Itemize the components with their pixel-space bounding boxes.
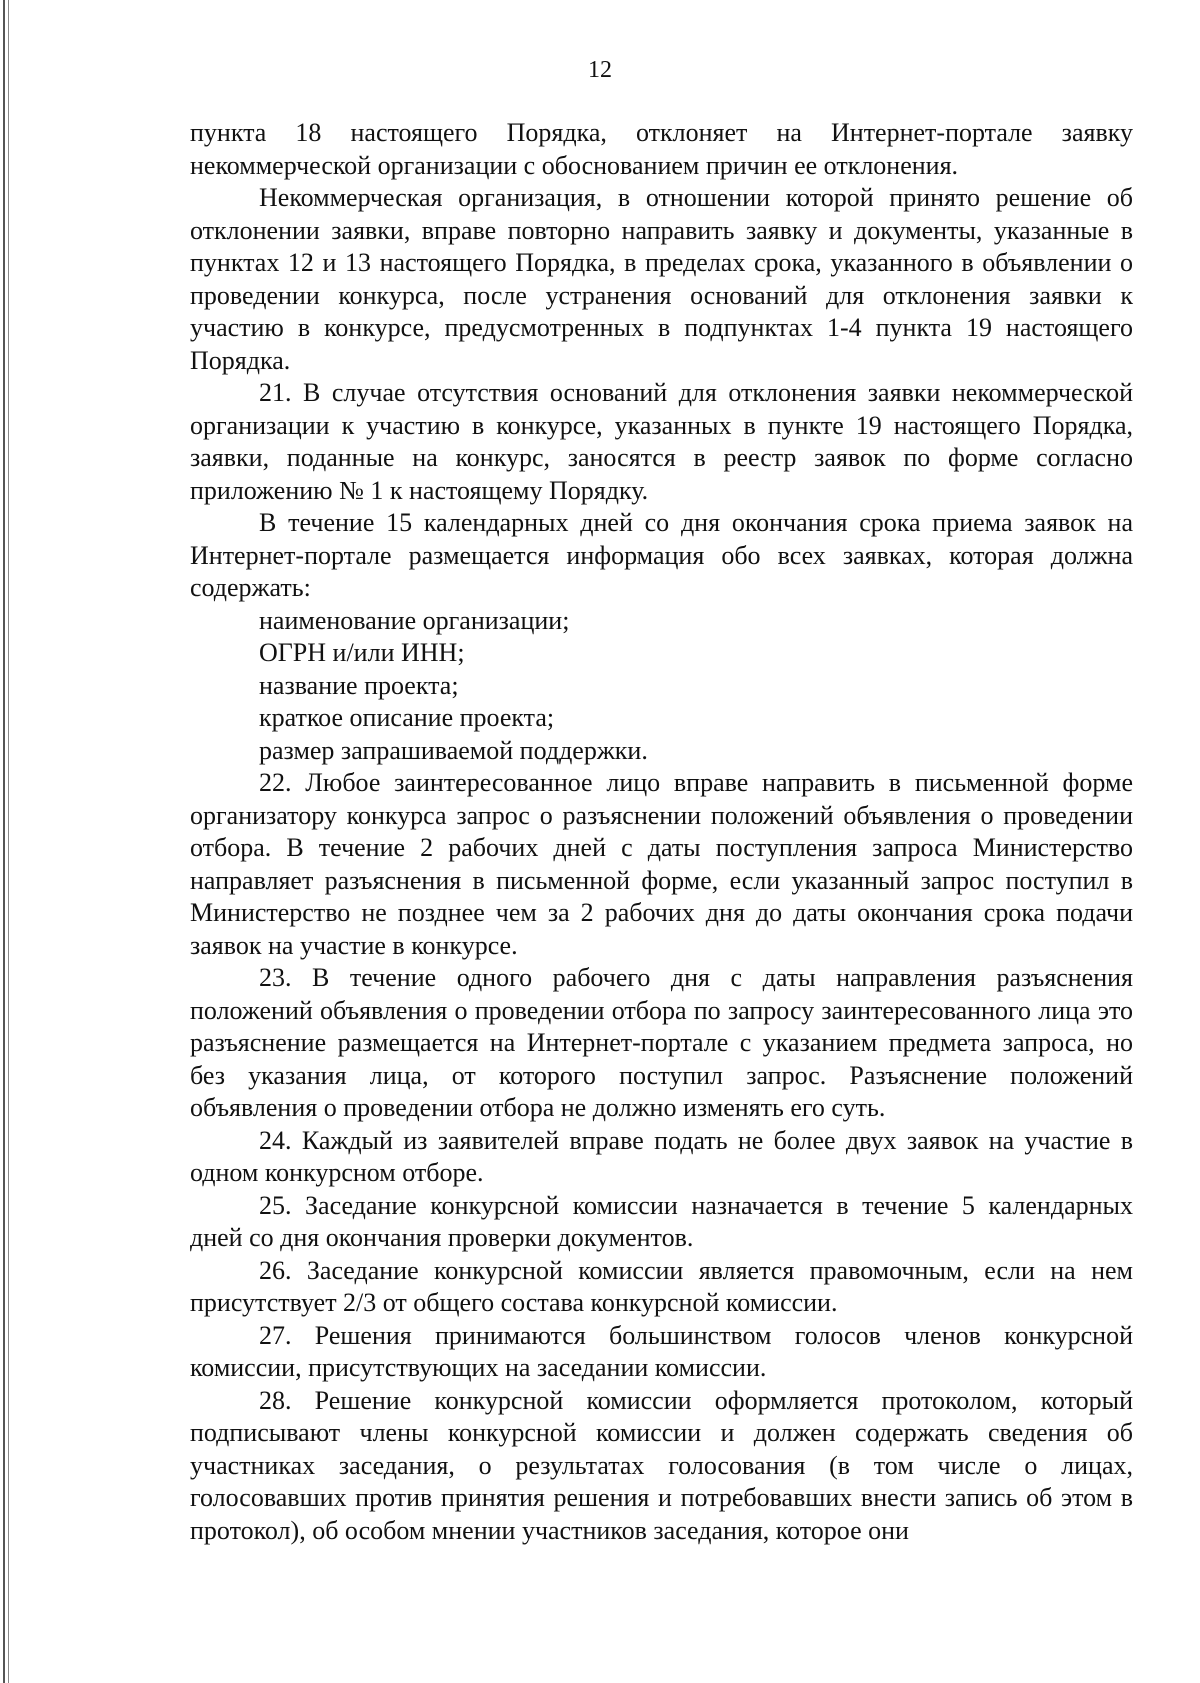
page-edge-line-inner [8, 0, 9, 1683]
paragraph-item-24: 24. Каждый из заявителей вправе подать не более двух заявок на участие в одном конкурсном отборе. [190, 1125, 1133, 1187]
page-number: 12 [588, 57, 612, 83]
paragraph-item-26: 26. Заседание конкурсной комиссии является правомочным, если на нем присутствует 2/3 от общего состава конкурсной комиссии. [190, 1255, 1133, 1317]
list-item: ОГРН и/или ИНН; [259, 638, 465, 667]
paragraph-item-28: 28. Решение конкурсной комиссии оформляется протоколом, который подписывают члены конкурсной комиссии и должен содержать сведения об участниках заседания, о результатах голосования (в том числе о лицах, голосовавших против принятия решения и потребовавших внести запись об этом в протокол), об особом мнении участников заседания, которое они [190, 1385, 1133, 1545]
page-edge-line [3, 0, 5, 1683]
list-item: размер запрашиваемой поддержки. [259, 735, 648, 765]
paragraph-item-22: 22. Любое заинтересованное лицо вправе направить в письменной форме организатору конкурса запрос о разъяснении положений объявления о проведении отбора. В течение 2 рабочих дней с даты поступления запроса Министерство направляет разъяснения в письменной форме, если указанный запрос поступил в Министерство не позднее чем за 2 рабочих дня до даты окончания срока подачи заявок на участие в конкурсе. [190, 768, 1133, 960]
paragraph-item-21: 21. В случае отсутствия оснований для отклонения заявки некоммерческой организации к участию в конкурсе, указанных в пункте 19 настоящего Порядка, заявки, поданные на конкурс, заносятся в реестр заявок по форме согласно приложению № 1 к настоящему Порядку. [190, 378, 1133, 505]
paragraph-info-publication: В течение 15 календарных дней со дня окончания срока приема заявок на Интернет-портале размещается информация обо всех заявках, которая должна содержать: [190, 508, 1133, 602]
paragraph-rejected-org-reapply: Некоммерческая организация, в отношении которой принято решение об отклонении заявки, вправе повторно направить заявку и документы, указанные в пунктах 12 и 13 настоящего Порядка, в пределах срока, указанного в объявлении о проведении конкурса, после устранения оснований для отклонения заявки к участию в конкурсе, предусмотренных в подпунктах 1-4 пункта 19 настоящего Порядка. [190, 183, 1133, 375]
document-body [190, 117, 1133, 1547]
paragraph-item-25: 25. Заседание конкурсной комиссии назначается в течение 5 календарных дней со дня окончания проверки документов. [190, 1190, 1133, 1252]
paragraph-continuation: пункта 18 настоящего Порядка, отклоняет на Интернет-портале заявку некоммерческой организации с обоснованием причин ее отклонения. [190, 118, 1133, 180]
list-item: краткое описание проекта; [259, 703, 555, 732]
list-item: наименование организации; [259, 605, 570, 635]
list-item: название проекта; [259, 670, 459, 700]
paragraph-item-27: 27. Решения принимаются большинством голосов членов конкурсной комиссии, присутствующих на заседании комиссии. [190, 1320, 1133, 1382]
paragraph-item-23: 23. В течение одного рабочего дня с даты направления разъяснения положений объявления о проведении отбора по запросу заинтересованного лица это разъяснение размещается на Интернет-портале с указанием предмета запроса, но без указания лица, от которого поступил запрос. Разъяснение положений объявления о проведении отбора не должно изменять его суть. [190, 963, 1133, 1122]
